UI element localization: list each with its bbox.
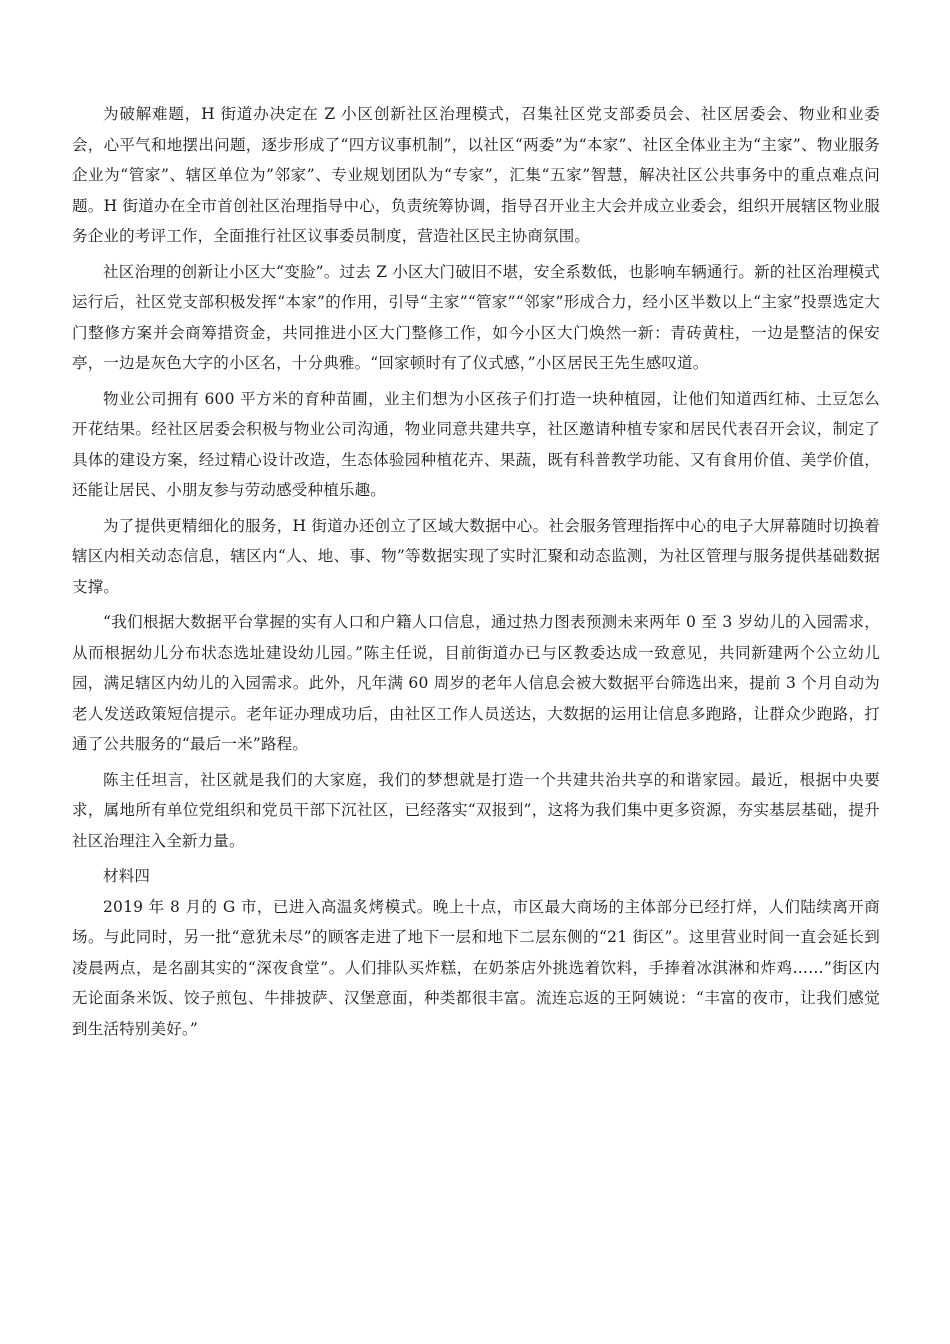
paragraph-kindergarten-needs: “我们根据大数据平台掌握的实有人口和户籍人口信息，通过热力图表预测未来两年 0 至 3 岁幼儿的入园需求，从而根据幼儿分布状态选址建设幼儿园。”陈主任说，目前街道办已与区教委达成一致意见，共同新建两个公立幼儿园，满足辖区内幼儿的入园需求。此外，凡年满 60 周岁的老年人信息会被大数据平台筛选出来，提前 3 个月自动为老人发送政策短信提示。老年证办理成功后，由社区工作人员送达，大数据的运用让信息多跑路，让群众少跑路，打通了公共服务的“最后一米”路程。 [72, 613, 880, 753]
paragraph-governance-model: 为破解难题，H 街道办决定在 Z 小区创新社区治理模式，召集社区党支部委员会、社区居委会、物业和业委会，心平气和地摆出问题，逐步形成了“四方议事机制”，以社区“两委”为“本家”、社区全体业主为“主家”、物业服务企业为“管家”、辖区单位为”邻家”、专业规划团队为“专家”，汇集“五家”智慧，解决社区公共事务中的重点难点问题。H 街道办在全市首创社区治理指导中心，负责统筹协调，指导召开业主大会并成立业委会，组织开展辖区物业服务企业的考评工作，全面推行社区议事委员制度，营造社区民主协商氛围。 [72, 105, 880, 245]
paragraph-night-market: 2019 年 8 月的 G 市，已进入高温炙烤模式。晚上十点，市区最大商场的主体部分已经打烊，人们陆续离开商场。与此同时，另一批“意犹未尽”的顾客走进了地下一层和地下二层东侧的“21 街区”。这里营业时间一直会延长到凌晨两点，是名副其实的“深夜食堂”。人们排队买炸糕，在奶茶店外挑选着饮料，手捧着冰淇淋和炸鸡……”街区内无论面条米饭、饺子煎包、牛排披萨、汉堡意面，种类都很丰富。流连忘返的王阿姨说：“丰富的夜市，让我们感觉到生活特别美好。” [72, 897, 880, 1038]
document-body [72, 99, 880, 1049]
paragraph-director-remarks: 陈主任坦言，社区就是我们的大家庭，我们的梦想就是打造一个共建共治共享的和谐家园。最近，根据中央要求，属地所有单位党组织和党员干部下沉社区，已经落实“双报到”，这将为我们集中更多资源，夯实基层基础，提升社区治理注入全新力量。 [72, 770, 880, 850]
paragraph-gate-renovation: 社区治理的创新让小区大“变脸”。过去 Z 小区大门破旧不堪，安全系数低，也影响车辆通行。新的社区治理模式运行后，社区党支部积极发挥“本家”的作用，引导“主家”“管家”“邻家”形成合力，经小区半数以上“主家”投票选定大门整修方案并会商筹措资金，共同推进小区大门整修工作，如今小区大门焕然一新：青砖黄柱，一边是整洁的保安亭，一边是灰色大字的小区名，十分典雅。“回家顿时有了仪式感，”小区居民王先生感叹道。 [72, 262, 880, 372]
section-heading-material-four: 材料四 [103, 867, 151, 885]
paragraph-big-data-center: 为了提供更精细化的服务，H 街道办还创立了区域大数据中心。社会服务管理指挥中心的电子大屏幕随时切换着辖区内相关动态信息，辖区内“人、地、事、物”等数据实现了实时汇聚和动态监测，为社区管理与服务提供基础数据支撑。 [72, 516, 880, 596]
paragraph-planting-garden: 物业公司拥有 600 平方米的育种苗圃，业主们想为小区孩子们打造一块种植园，让他们知道西红柿、土豆怎么开花结果。经社区居委会积极与物业公司沟通，物业同意共建共享，社区邀请种植专家和居民代表召开会议，制定了具体的建设方案，经过精心设计改造，生态体验园种植花卉、果蔬，既有科普教学功能、又有食用价值、美学价值，还能让居民、小朋友参与劳动感受种植乐趣。 [72, 389, 880, 499]
